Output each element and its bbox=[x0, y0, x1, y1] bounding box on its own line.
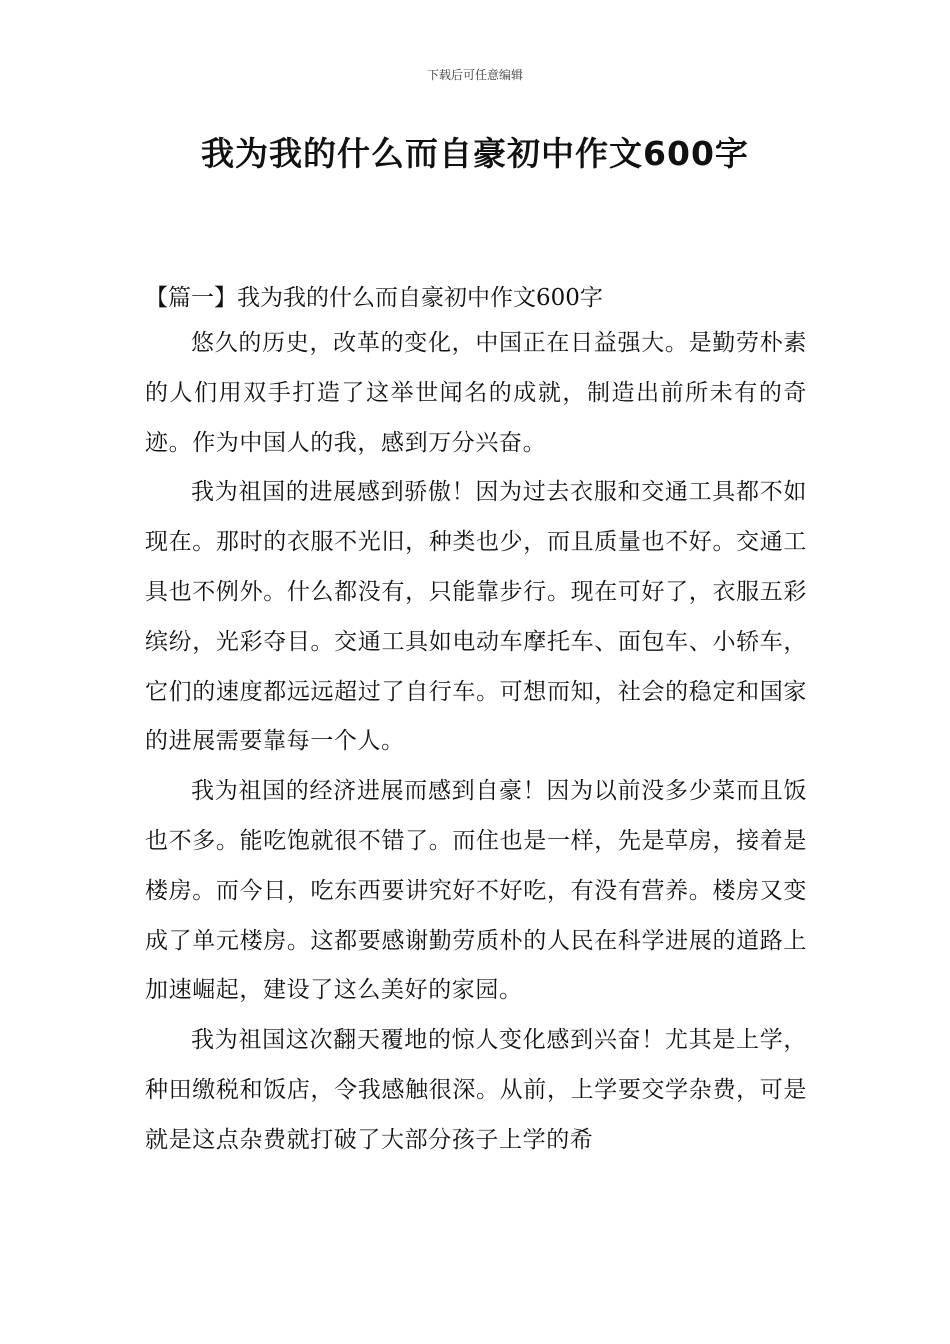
header-note: 下载后可任意编辑 bbox=[426, 68, 523, 82]
paragraph-3: 我为祖国的经济进展而感到自豪！因为以前没多少菜而且饭也不多。能吃饱就很不错了。而住也是一样，先是草房，接着是楼房。而今日，吃东西要讲究好不好吃，有没有营养。楼房又变成了单元楼房。这都要感谢勤劳质朴的人民在科学进展的道路上加速崛起，建设了这么美好的家园。 bbox=[145, 778, 807, 1004]
document-body bbox=[145, 280, 807, 1166]
paragraph-4: 我为祖国这次翻天覆地的惊人变化感到兴奋！尤其是上学，种田缴税和饭店，令我感触很深。从前，上学要交学杂费，可是就是这点杂费就打破了大部分孩子上学的希 bbox=[145, 1027, 807, 1153]
section-heading: 【篇一】我为我的什么而自豪初中作文600字 bbox=[145, 285, 603, 311]
paragraph-1: 悠久的历史，改革的变化，中国正在日益强大。是勤劳朴素的人们用双手打造了这举世闻名的成就，制造出前所未有的奇迹。作为中国人的我，感到万分兴奋。 bbox=[145, 330, 807, 456]
paragraph-2: 我为祖国的进展感到骄傲！因为过去衣服和交通工具都不如现在。那时的衣服不光旧，种类也少，而且质量也不好。交通工具也不例外。什么都没有，只能靠步行。现在可好了，衣服五彩缤纷，光彩夺目。交通工具如电动车摩托车、面包车、小轿车，它们的速度都远远超过了自行车。可想而知，社会的稳定和国家的进展需要靠每一个人。 bbox=[145, 479, 807, 755]
document-title: 我为我的什么而自豪初中作文600字 bbox=[201, 134, 749, 173]
